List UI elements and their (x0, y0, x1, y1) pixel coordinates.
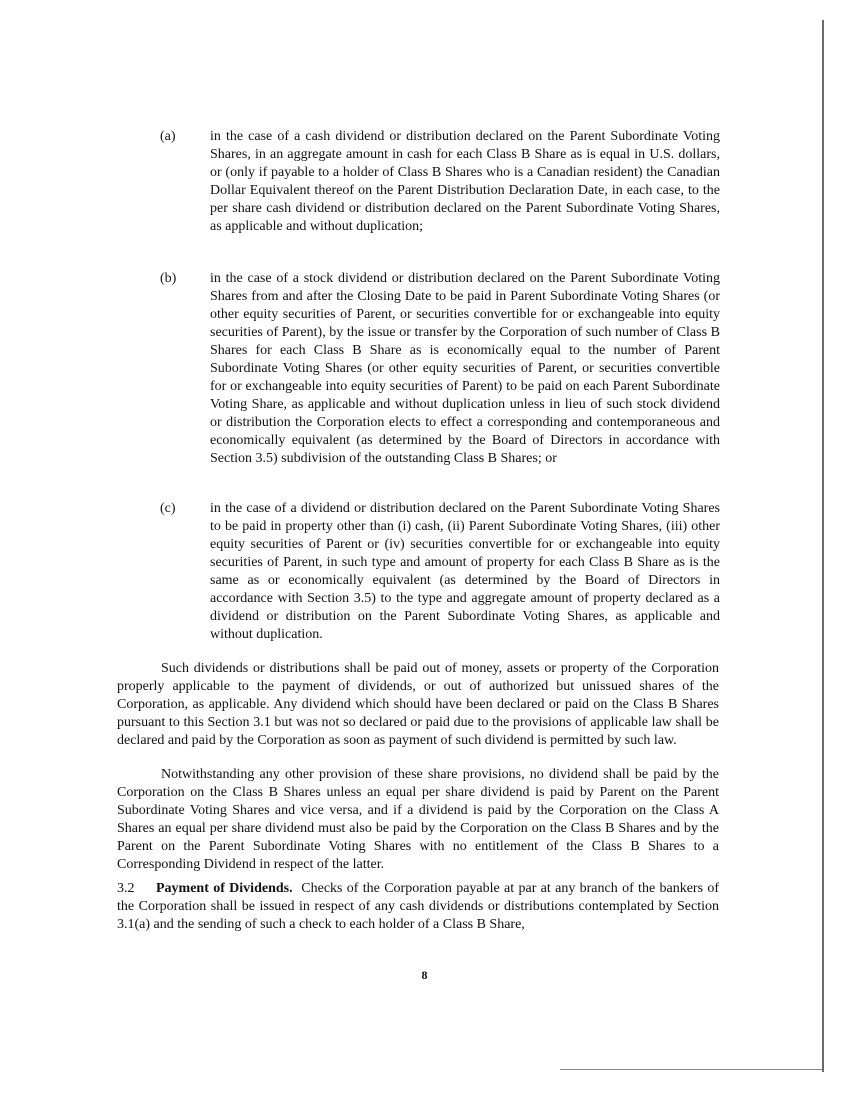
page-bottom-line (560, 1069, 822, 1070)
section-text: Checks of the Corporation payable at par at any branch of the bankers of the Corporation shall be issued in respect of any cash dividends or distributions contemplated by Section 3.1(a) and the sending of such a check to each holder of a Class B Share, (117, 881, 720, 932)
list-item-a (160, 128, 720, 236)
page-number: 8 (421, 968, 428, 982)
list-item-b (160, 270, 720, 468)
item-text: in the case of a cash dividend or distribution declared on the Parent Subordinate Voting Shares, in an aggregate amount in cash for each Class B Share as is equal in U.S. dollars, or (only if payable to a holder of Class B Shares who is a Canadian resident) the Canadian Dollar Equivalent thereof on the Parent Distribution Declaration Date, in each case, to the per share cash dividend or distribution declared on the Parent Subordinate Voting Shares, as applicable and without duplication; (210, 129, 720, 234)
section-paragraph (117, 880, 719, 934)
item-text: in the case of a stock dividend or distribution declared on the Parent Subordinate Voting Shares from and after the Closing Date to be paid in Parent Subordinate Voting Shares (or other equity securities of Parent, or securities convertible for or exchangeable into equity securities of Parent), by the issue or transfer by the Corporation of such number of Class B Shares for each Class B Share as is economically equal to the number of Parent Subordinate Voting Shares (or other equity securities of Parent, or securities convertible for or exchangeable into equity securities of Parent) to be paid on each Parent Subordinate Voting Share, as applicable and without duplication unless in lieu of such stock dividend or distribution the Corporation elects to effect a corresponding and contemporaneous and economically equivalent (as determined by the Board of Directors in accordance with Section 3.5) subdivision of the outstanding Class B Shares; or (210, 271, 720, 466)
section-number: 3.2 (117, 881, 135, 896)
page-edge-line (822, 20, 824, 1072)
item-label: (b) (160, 271, 177, 286)
body-paragraph: Notwithstanding any other provision of these share provisions, no dividend shall be paid by the Corporation on the Class B Shares unless an equal per share dividend is paid by Parent on the Parent Subordinate Voting Shares and vice versa, and if a dividend is paid by the Corporation on the Class A Shares an equal per share dividend must also be paid by the Corporation on the Class B Shares and by the Parent on the Parent Subordinate Voting Shares with no entitlement of the Class B Shares to a Corresponding Dividend in respect of the latter. (117, 767, 719, 872)
body-paragraph: Such dividends or distributions shall be paid out of money, assets or property of the Corporation properly applicable to the payment of dividends, or out of authorized but unissued shares of the Corporation, as applicable. Any dividend which should have been declared or paid on the Class B Shares pursuant to this Section 3.1 but was not so declared or paid due to the provisions of applicable law shall be declared and paid by the Corporation as soon as payment of such dividend is permitted by such law. (117, 661, 719, 748)
item-text: in the case of a dividend or distribution declared on the Parent Subordinate Voting Shares to be paid in property other than (i) cash, (ii) Parent Subordinate Voting Shares, (iii) other equity securities of Parent or (iv) securities convertible for or exchangeable into equity securities of Parent, in such type and amount of property for each Class B Share as is the same as or economically equivalent (as determined by the Board of Directors in accordance with Section 3.5) to the type and aggregate amount of property declared as a dividend or distribution on the Parent Subordinate Voting Shares, as applicable and without duplication. (210, 501, 720, 642)
item-label: (a) (160, 129, 176, 144)
item-label: (c) (160, 501, 176, 516)
list-item-c (160, 500, 720, 644)
section-title: Payment of Dividends. (156, 881, 293, 896)
